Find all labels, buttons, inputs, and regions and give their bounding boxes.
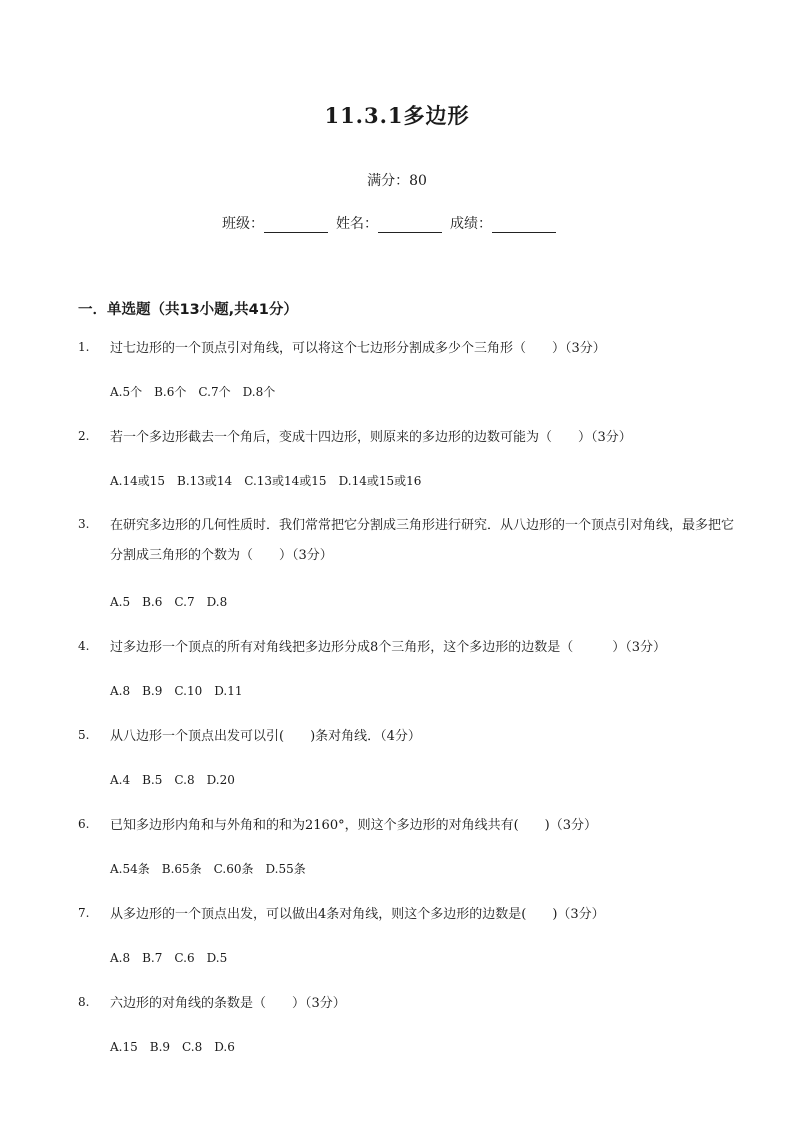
question-number: 7. bbox=[78, 906, 90, 920]
question-stem: 若一个多边形截去一个角后，变成十四边形，则原来的多边形的边数可能为（ ）（3分） bbox=[110, 430, 632, 445]
student-info-line bbox=[222, 213, 564, 233]
question-stem: 从多边形的一个顶点出发，可以做出4条对角线，则这个多边形的边数是( )（3分） bbox=[110, 907, 605, 922]
question-number: 4. bbox=[78, 639, 90, 653]
question-stem: 已知多边形内角和与外角和的和为2160°，则这个多边形的对角线共有( )（3分） bbox=[110, 818, 597, 833]
question-options: A.4 B.5 C.8 D.20 bbox=[110, 773, 235, 787]
question-options: A.15 B.9 C.8 D.6 bbox=[110, 1040, 235, 1054]
grade-blank bbox=[492, 216, 556, 233]
question-number: 6. bbox=[78, 817, 90, 831]
name-label: 姓名： bbox=[336, 216, 378, 232]
question-stem: 过多边形一个顶点的所有对角线把多边形分成8个三角形，这个多边形的边数是（ ）（3分） bbox=[110, 640, 667, 655]
question-number: 8. bbox=[78, 995, 90, 1009]
question-number: 2. bbox=[78, 429, 90, 443]
question-options: A.8 B.7 C.6 D.5 bbox=[110, 951, 228, 965]
question-options: A.5个 B.6个 C.7个 D.8个 bbox=[110, 385, 276, 399]
question-number: 5. bbox=[78, 728, 90, 742]
full-score: 满分：80 bbox=[367, 173, 427, 189]
question-number: 3. bbox=[78, 517, 90, 531]
name-blank bbox=[378, 216, 442, 233]
question-number: 1. bbox=[78, 340, 90, 354]
question-stem: 六边形的对角线的条数是（ ）（3分） bbox=[110, 996, 346, 1011]
question-stem: 从八边形一个顶点出发可以引( )条对角线．（4分） bbox=[110, 729, 421, 744]
question-stem: 在研究多边形的几何性质时．我们常常把它分割成三角形进行研究．从八边形的一个顶点引对角线，最多把它分割成三角形的个数为（ ）（3分） bbox=[110, 518, 735, 563]
question-options: A.8 B.9 C.10 D.11 bbox=[110, 684, 243, 698]
question-stem: 过七边形的一个顶点引对角线，可以将这个七边形分割成多少个三角形（ ）（3分） bbox=[110, 341, 606, 356]
grade-label: 成绩： bbox=[450, 216, 492, 232]
class-label: 班级： bbox=[222, 216, 264, 232]
question-options: A.54条 B.65条 C.60条 D.55条 bbox=[110, 862, 306, 876]
question-options: A.14或15 B.13或14 C.13或14或15 D.14或15或16 bbox=[110, 474, 422, 488]
question-options: A.5 B.6 C.7 D.8 bbox=[110, 595, 228, 609]
section-title: 一．单选题（共13小题,共41分） bbox=[78, 302, 298, 318]
page-title: 11.3.1多边形 bbox=[324, 103, 470, 128]
class-blank bbox=[264, 216, 328, 233]
